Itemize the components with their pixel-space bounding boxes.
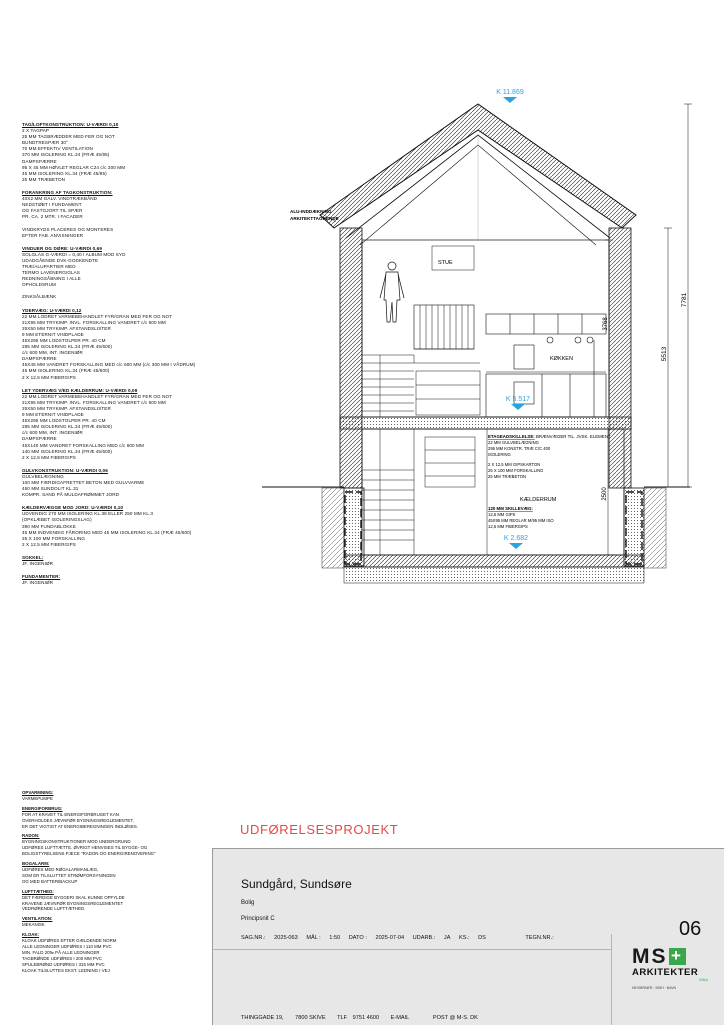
note-line: BYGNINGSKONSTRUKTIONER MOD UNDERGRUND [22,839,131,845]
note-line: 2 X 12,5 MM FIBERGIPS [22,374,76,380]
note-line: DET FÆRDIGE BYGGERI SKAL KUNNE OPFYLDE [22,894,125,900]
note-line: 70 MM EFFEKTIV VENTILATION [22,146,93,152]
note-line: KLOAK UDFØRES EFTER GÆLDENDE NORM [22,938,117,944]
note-line: OPHOLDSRUM [22,282,56,288]
title-block [212,848,724,1025]
udarb-label: UDARB.: [412,935,436,941]
svg-text:12,5 MM FIBERGIPS: 12,5 MM FIBERGIPS [488,524,528,529]
general-notes [22,790,202,977]
note-line: OVERHOLDES JÆVNFØR BYGNINGSREGLEMENTET, [22,817,134,823]
note-heading: BOGALARM: [22,861,50,867]
note-section [22,806,202,830]
note-line: 370 MM ISOLERING KL.34 (FRÆ 45/95) [22,152,110,158]
level-marker-mid [506,396,530,410]
note-line: DAMPSPÆRRE [22,436,57,442]
sag-value: 2025-063 [274,935,298,941]
note-heading: YDERVÆG: U-VÆRDI 0,12 [22,307,82,313]
phone-label: TLF [337,1015,348,1021]
note-line: 45X295 MM LODSTOLPER PR. 40 CM [22,338,106,343]
level-mid-label: K 5.517 [505,396,531,403]
note-line: 22 MM LODRET VARMEBEHANDLET FYR/GRAN MED FER OG NOT [22,313,173,319]
room-kokken: KØKKEN [550,356,573,362]
note-line: JF. INGENIØR [22,580,54,586]
note-line: 45 MM INDVENDIG FÅRORING MED 45 MM ISOLERING KL.34 (FRÆ 45/600) [22,529,192,535]
note-line: 9 MM ETERNIT VINDPLADE [22,331,84,337]
note-line: UDFØRES MED RØGALARMANLÆG, [22,866,99,872]
note-line: 45X295 MM LODSTOLPER PR. 40 CM [22,418,106,424]
note-section [22,861,202,885]
note-line: JF. INGENIØR [22,561,54,566]
room-kaelder: KÆLDERRUM [520,497,557,503]
note-line: SOM ER TILSLUTTET STRØMFORSYNINGEN [22,872,116,878]
sag-label: SAG.NR.: [241,935,266,941]
note-line: 2 X 12,5 MM FIBERGIPS [22,541,76,547]
deck-note: ETAGEADSKILLELSE: BRÆNVÆGER TIL. JVSK. ELEMENT [488,434,611,439]
dato-label: DATO : [348,935,367,941]
note-line: 140 MM ISOLERING KL.34 (FRÆ 45/600) [22,448,113,454]
note-heading: ENERGIFORBRUG: [22,805,63,811]
note-line: 25 MM TAGBRÆDDER MED FER OG NOT [22,134,115,140]
note-section [22,833,202,857]
note-line: OG MED BATTERIBACKUP [22,878,78,884]
deck-lines [488,440,551,479]
note-line: BUNDTRESPÆR 30° [22,140,68,146]
note-heading: VINDUER OG DØRE: U-VÆRDI 0,69 [22,245,102,251]
level-low-label: K 2.682 [503,535,529,542]
note-line: 45X140 MM VANDRET FORSKALLING MED c/c 600 MM [22,442,144,448]
room-stue: STUE [438,260,453,266]
note-section [22,889,202,913]
wall-lines [488,512,554,529]
note-heading: FUNDAMENTER: [22,574,61,580]
ks-label: KS.: [459,935,470,941]
project-subtitle: Bolig [241,900,255,906]
svg-text:25 MM TRÆBETON: 25 MM TRÆBETON [488,474,527,479]
note-heading: LET YDERVÆG V/ED KÆLDERRUM: U-VÆRDI 0,09 [22,387,138,393]
city: 7800 SKIVE [295,1015,326,1021]
company-logo [632,946,708,990]
note-line: ER DET VIGTIGT AT ENERGIBEREGNINGEN INDLØSES. [22,823,139,829]
note-heading: FORANKRING AF TAGKONSTRUKTION: [22,189,113,195]
note-line: KLOAK TILSLUTTES EKST. LEDNING I VEJ [22,967,110,973]
plus-icon: + [669,948,686,965]
address-row [241,1015,488,1021]
dim-total: 7781 [681,292,688,308]
note-line: ALLE LEDNINGER UDFØRES I 110 MM PVC [22,943,112,949]
note-line: OG FASTGJORT TIL SPÆR [22,208,83,214]
note-line: NEDSTØBT I FUNDAMENT [22,202,82,208]
note-line: 450 MM SUNDOLIT KL.31 [22,486,79,492]
floor-deck [340,417,631,429]
note-line: TRÆ/ALUPARTIER MED [22,263,76,269]
note-line: 295 MM ISOLERING KL.34 (FRÆ 45/600) [22,344,113,350]
note-line: 22 MM LODRET VARMEBEHANDLET FYR/GRAN MED FER OG NOT [22,393,173,399]
note-line: 21X95 MM TRYKIMP. INVL. FORSKALLING VANDRET c/c 600 MM [22,399,166,405]
note-line: SOLGLAS G-VÆRDI = 0,40 I ALBUM MOD SYD [22,251,126,257]
note-line: VINDKRYDS PLACERES OG MONTERES [22,226,114,232]
svg-text:45X95 MM REGLAR M/95 MM ISO: 45X95 MM REGLAR M/95 MM ISO [488,518,554,523]
logo-tagline: NEVIBRNER · BISH · BAVN [632,986,677,990]
udarb-value: JA [443,935,451,941]
label-alu: ALU-INDDÆKNING [290,209,332,214]
note-line: VEDRØRENDE LUFTTÆTHED. [22,906,86,912]
note-line: SPULEBRØND UDFØRES I 315 MM PVC [22,961,105,967]
note-line: 40X2 MM GALV. VINDTRÆKBÅND [22,196,98,202]
email: POST @ M-S. DK [432,1015,478,1021]
note-line: 45 MM ISOLERING KL.34 (FRÆ 45/95) [22,170,107,176]
address: THINGGADE 19, [241,1015,284,1021]
drawing-name: Principsnit C [241,916,275,922]
note-line: c/c 600 MM, INT. INGENIØR [22,350,83,356]
note-section [22,916,202,928]
note-line: 295 MM ISOLERING KL.34 (FRÆ 45/600) [22,424,113,430]
level-marker-top [496,89,524,103]
note-line: EFTER FAB. ANVISNINGER [22,232,84,238]
note-line: 25 X 100 MM FORSKALLING [22,535,86,541]
note-line: VARMEPUMPE [22,795,53,801]
note-line: 45X45 MM VANDRET FORSKALLING MED c/c 600 MM (c/c 300 MM I VÅDRUM) [22,362,196,368]
note-line: 45 MM ISOLERING KL.34 (FRÆ 45/600) [22,368,110,374]
svg-text:ISOLERING: ISOLERING [488,452,511,457]
note-heading: LUFTTÆTHED: [22,888,54,894]
logo-ms: MS [632,945,668,968]
note-line: 100 MM FÆRDIGAFRETTET BETON MED GULVVARME [22,479,145,485]
tegn-label: TEGN.NR.: [525,935,554,941]
note-line: UDADGÅENDE DVK-GODKENDTE [22,257,99,263]
phone: 9751 4600 [352,1015,380,1021]
note-line: TAGBRØNDE UDFØRES I 200 MM PVC [22,955,102,961]
note-line: 390 MM FUNDABLOKKE [22,523,76,529]
divider [611,934,612,1025]
note-line: DAMPSPÆRRE [22,158,57,164]
svg-text:2 X 12,5 MM GIPSKARTON: 2 X 12,5 MM GIPSKARTON [488,462,541,467]
note-section [22,790,202,802]
maal-label: MÅL : [306,935,321,941]
note-line: 2 X 12,5 MM FIBERGIPS [22,454,76,460]
logo-text: ARKITEKTER [632,967,699,978]
note-line: TERMO LAVENERGIGLAS [22,270,80,276]
note-line: UDFØRES LUFTTÆTTE. ØVRIGT HENVISES TIL BYGGE- OG [22,845,148,851]
basement-floor [344,555,644,567]
svg-text:22 MM GULVBELÆGNING: 22 MM GULVBELÆGNING [488,440,539,445]
note-line: GULVBELÆGNING [22,473,64,479]
note-line: KRAVENE JÆVNFØR BYGNINGSREGLEMENTET [22,900,124,906]
note-line: MEKANISK [22,922,45,928]
note-line: MIN. FALD 20‰ PÅ ALLE LEDNINGER [22,949,100,955]
note-heading: KLOAK: [22,932,40,938]
project-title: Sundgård, Sundsøre [241,877,352,891]
svg-text:25 X 100 MM FORSKALLING: 25 X 100 MM FORSKALLING [488,468,544,473]
note-section [22,932,202,973]
wall-note: 120 MM SKILLEVÆG: [488,506,533,511]
level-top-label: K 11.869 [496,89,524,96]
note-heading: VENTILATION: [22,916,53,922]
note-line: (OPKLÆBET ISOLERINGSLAG) [22,517,92,523]
note-heading: TAG/LOFTKONSTRUKTION: U-VÆRDI 0,10 [22,122,119,127]
kitchen-elevation [486,314,606,417]
note-line: ZINKSÅLBÆNK [22,294,57,300]
note-line: 2 X TAGPAP [22,128,50,134]
page-number: 06 [679,918,702,940]
ks-value: DS [478,935,486,941]
note-line: 25X50 MM TRYKIMP. AFSTANDSLISTER [22,405,111,411]
dato-value: 2025-07-04 [375,935,405,941]
note-heading: KÆLDERVÆGGE MOD JORD: U-VÆRDI 0,10 [22,505,124,511]
note-line: FOR AT KRAVET TIL ENERGIFORBRUGET KAN [22,811,119,817]
staircase [362,246,480,555]
note-line: c/c 600 MM, INT. INGENIØR [22,430,83,436]
divider [213,949,611,950]
note-line: REDNINGSÅBNING I ALLE [22,276,81,282]
logo-maa: MAA [699,977,708,982]
maal-value: 1:50 [329,935,341,941]
note-line: 21X95 MM TRYKIMP. INVL. FORSKALLING VANDRET c/c 600 MM [22,319,166,325]
note-heading: GULVKONSTRUKTION: U-VÆRDI 0,06 [22,467,108,473]
svg-text:12,5 MM GIPS: 12,5 MM GIPS [488,512,516,517]
note-line: BOLIGSTYRELSENS PJECE "RADON OG ENERGIRENOVERING" [22,851,156,857]
note-line: UDVENDIG 270 MM ISOLERING KL.38 ELLER 250 MM KL.3 [22,511,154,517]
note-heading: OPVARMNING: [22,790,54,795]
note-line: KOMPR. SAND PÅ MULDAFRØMMET JORD [22,492,120,498]
email-label: E-MAIL [390,1015,410,1021]
note-line: PR. CA. 2 MTR. I FACADER [22,214,83,220]
note-line: 25 MM TRÆBETON [22,176,66,182]
note-heading: SOKKEL: [22,554,44,560]
meta-row [241,935,561,941]
note-heading: RADON: [22,833,40,839]
svg-text:295 MM KONSTR. TRÆ C/C 400: 295 MM KONSTR. TRÆ C/C 400 [488,446,551,451]
dim-basement: 2500 [602,487,608,501]
label-alu2: ARKITEKTTAGRENDE [290,216,339,221]
dim-upper: 5513 [661,346,668,362]
note-line: DAMPSPÆRRE [22,356,57,362]
note-line: 9 MM ETERNIT VINDPLADE [22,412,84,418]
dim-room: 3768 [603,317,609,331]
project-status: UDFØRELSESPROJEKT [240,822,399,837]
level-marker-low [504,535,528,549]
note-line: 25X50 MM TRYKIMP. AFSTANDSLISTER [22,325,111,331]
note-line: 95 X 45 MM HØVLET REGLAR C24 c/c 300 MM [22,164,126,170]
